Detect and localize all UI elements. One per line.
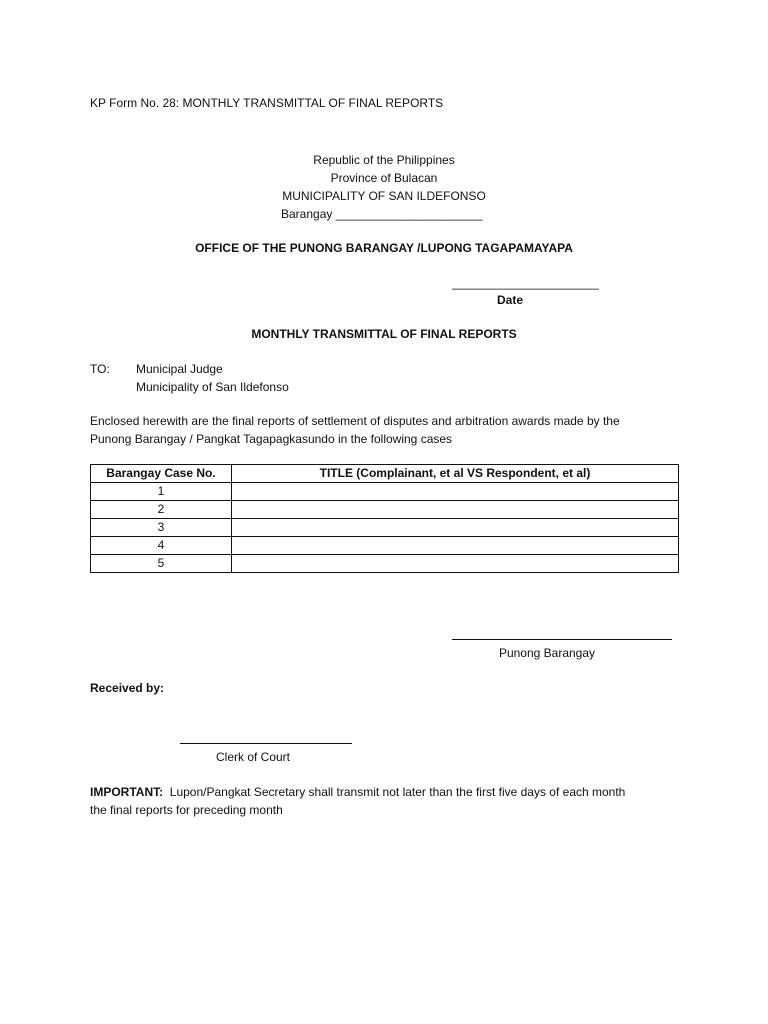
important-note-line-1 xyxy=(90,783,625,801)
case-title-cell xyxy=(232,501,679,519)
column-header-case-no: Barangay Case No. xyxy=(91,465,232,483)
important-label: IMPORTANT: xyxy=(90,785,164,799)
case-title-cell xyxy=(232,483,679,501)
office-line: OFFICE OF THE PUNONG BARANGAY /LUPONG TAGAPAMAYAPA xyxy=(195,241,573,255)
table-header-row xyxy=(91,465,679,483)
to-recipient: Municipal Judge xyxy=(136,362,223,376)
to-municipality: Municipality of San Ildefonso xyxy=(136,380,289,394)
important-note-line-2: the final reports for preceding month xyxy=(90,803,283,817)
republic-line: Republic of the Philippines xyxy=(313,153,455,167)
received-by-label: Received by: xyxy=(90,681,165,695)
case-title-cell xyxy=(232,519,679,537)
municipality-line: MUNICIPALITY OF SAN ILDEFONSO xyxy=(282,189,486,203)
important-text: Lupon/Pangkat Secretary shall transmit not later than the first five days of each month xyxy=(163,785,626,799)
case-title-cell xyxy=(232,555,679,573)
table-row xyxy=(91,555,679,573)
table-row xyxy=(91,537,679,555)
body-line-2: Punong Barangay / Pangkat Tagapagkasundo in the following cases xyxy=(90,432,453,446)
body-line-1: Enclosed herewith are the final reports of settlement of disputes and arbitration awards made by the xyxy=(90,414,620,428)
cases-table xyxy=(90,464,679,573)
barangay-line: Barangay ______________________ xyxy=(281,207,483,221)
table-row xyxy=(91,519,679,537)
punong-barangay-label: Punong Barangay xyxy=(498,646,596,660)
table-row xyxy=(91,501,679,519)
column-header-title: TITLE (Complainant, et al VS Respondent, et al) xyxy=(232,465,679,483)
clerk-of-court-label: Clerk of Court xyxy=(215,750,291,764)
date-label: Date xyxy=(496,293,523,307)
province-line: Province of Bulacan xyxy=(330,171,438,185)
table-row xyxy=(91,483,679,501)
case-number-cell: 3 xyxy=(91,519,232,537)
case-title-cell xyxy=(232,537,679,555)
punong-signature-line xyxy=(452,639,672,640)
case-number-cell: 2 xyxy=(91,501,232,519)
page-heading: MONTHLY TRANSMITTAL OF FINAL REPORTS xyxy=(251,327,517,341)
form-title: KP Form No. 28: MONTHLY TRANSMITTAL OF FINAL REPORTS xyxy=(90,96,444,110)
case-number-cell: 5 xyxy=(91,555,232,573)
date-blank: ______________________ xyxy=(452,276,599,290)
case-number-cell: 1 xyxy=(91,483,232,501)
case-number-cell: 4 xyxy=(91,537,232,555)
clerk-signature-line xyxy=(180,743,352,744)
to-label: TO: xyxy=(90,362,110,376)
